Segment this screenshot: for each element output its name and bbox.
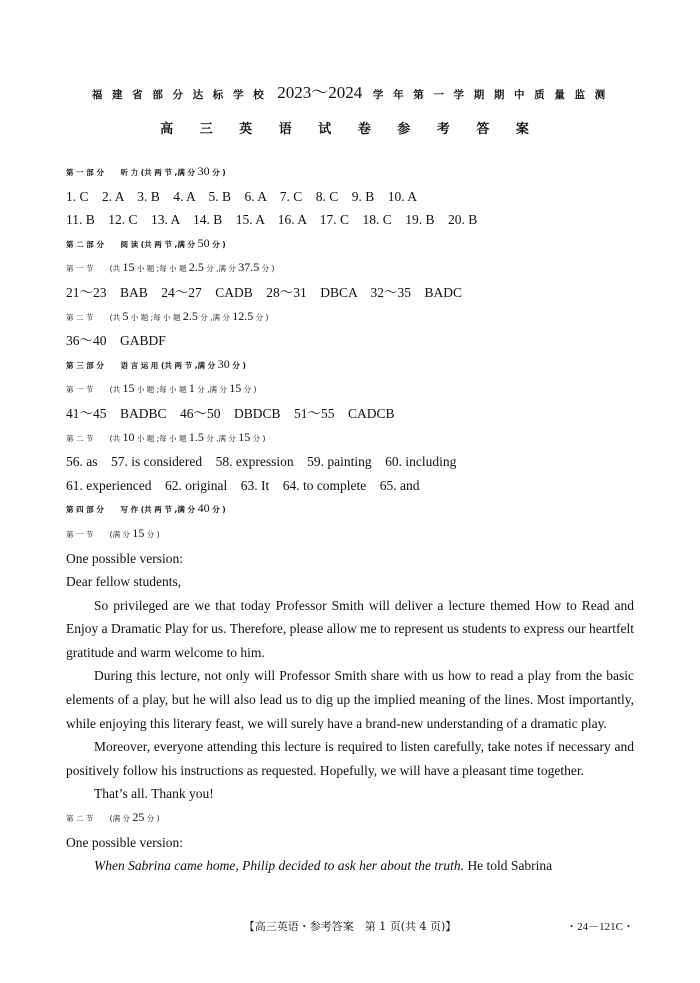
part3-sec2-heading [66,426,634,451]
part4-sec2-total: 25 [132,810,145,825]
part3-name: 语 言 运 用 [120,360,159,370]
part2-sec1-c: 分 ,满 分 [206,264,239,274]
part4-label: 第 四 部 分 [66,505,104,515]
part4-sec1-total: 15 [132,525,145,540]
letter-closing: That’s all. Thank you! [94,786,214,802]
page-title: 高 三 英 语 试 卷 参 考 答 案 [160,122,540,137]
part2-sec2-answers: 36～40 GABDF [66,333,166,349]
part4-sec1-heading [66,522,634,547]
part2-sec1-each: 2.5 [188,260,204,275]
part2-sec2-label: 第 二 节 [66,312,94,322]
part3-sec2-answers-row2: 61. experienced 62. original 63. It 64. to complete 65. and [66,477,420,493]
part4-sec2-a: (满 分 [109,814,133,824]
part1-answers-row1: 1. C 2. A 3. B 4. A 5. B 6. A 7. C 8. C 9. B 10. A [66,188,418,204]
story-rest: He told Sabrina [464,858,553,874]
part4-sec1-d: 分 ) [146,529,160,539]
part3-sec1-b: 小 题 ;每 小 题 [136,385,189,395]
part3-sec2-label: 第 二 节 [66,433,94,443]
part3-sec2-c: 分 ,满 分 [206,433,239,443]
part3-sec1-heading [66,377,634,402]
part2-sec1-answers: 21～23 BAB 24～27 CADB 28～31 DBCA 32～35 BADC [66,284,463,300]
part4-sec1-a: (满 分 [109,529,133,539]
part3-sec1-total: 15 [229,381,242,396]
part2-sec1-b: 小 题 ;每 小 题 [136,264,189,274]
part3-sec2-d: 分 ) [252,433,266,443]
part2-label: 第 二 部 分 [66,239,104,249]
letter-paragraph-1: So privileged are we that today Professor Smith will deliver a lecture themed How to Read and Enjoy a Dramatic Play for us. Therefore, please allow me to represent us students to express our heartfelt gratitude and warm welcome to him. [66,597,634,660]
part4-sec2-d: 分 ) [146,814,160,824]
part2-sec2-total: 12.5 [232,308,254,323]
part4-name: 写 作 [120,505,139,515]
part3-sec1-answers: 41～45 BADBC 46～50 DBDCB 51～55 CADCB [66,405,395,421]
part4-heading [66,497,634,522]
part3-label: 第 三 部 分 [66,360,104,370]
part2-sec2-a: (共 [109,312,123,322]
part3-sec1-count: 15 [122,381,135,396]
answer-content [66,160,634,878]
part3-score: 30 [217,356,230,371]
letter-paragraph-3: Moreover, everyone attending this lecture is required to listen carefully, take notes if necessary and positively follow his instructions as requested. Hopefully, we will have a pleasant time together. [66,739,634,778]
story-italic-start: When Sabrina came home, Philip decided to ask her about the truth. [94,858,465,874]
part3-sec2-a: (共 [109,433,123,443]
letter-paragraph-2: During this lecture, not only will Professor Smith share with us how to read a play from the basic elements of a play, but he will also lead us to dig up the implied meaning of the lines. Most importantly, while enjoying this literary feast, we will surely have a brand-new understanding of a dramatic play. [66,668,634,731]
part2-sec1-d: 分 ) [261,264,275,274]
page-footer [66,918,634,938]
story-paragraph [66,854,634,878]
part2-sec2-each: 2.5 [182,308,198,323]
part2-sec2-d: 分 ) [255,312,269,322]
exam-header [0,78,700,103]
part2-sec1-count: 15 [122,260,135,275]
footer-page-info: 【高三英语・参考答案 第 1 页(共 4 页)】 [243,920,457,933]
part4-sec2-heading [66,806,634,831]
part4-note-open: (共 两 节 ,满 分 [140,505,198,515]
header-suffix: 学 年 第 一 学 期 期 中 质 量 监 测 [372,89,609,101]
part4-score: 40 [197,501,210,516]
part2-sec2-heading [66,305,634,330]
part2-sec1-a: (共 [109,264,123,274]
part1-score: 30 [197,164,210,178]
part1-answers-row2: 11. B 12. C 13. A 14. B 15. A 16. A 17. C 18. C 19. B 20. B [66,212,478,228]
part3-sec2-count: 10 [122,429,135,444]
part1-name: 听 力 [120,168,139,177]
part2-name: 阅 读 [120,239,139,249]
header-prefix: 福 建 省 部 分 达 标 学 校 [91,89,267,101]
header-years: 2023～2024 [277,83,363,102]
footer-code: ・24－121C・ [566,921,634,933]
part2-note-open: (共 两 节 ,满 分 [140,239,198,249]
part4-sec2-label: 第 二 节 [66,814,94,824]
part1-note-close: 分 ) [212,168,226,177]
part3-note-open: (共 两 节 ,满 分 [160,360,218,370]
part2-note-close: 分 ) [212,239,226,249]
version2-label: One possible version: [66,834,183,850]
part2-sec2-b: 小 题 ;每 小 题 [130,312,183,322]
letter-greeting: Dear fellow students, [66,574,182,590]
part3-note-close: 分 ) [232,360,246,370]
version1-label: One possible version: [66,550,183,566]
part3-sec2-each: 1.5 [188,429,204,444]
part3-sec1-each: 1 [188,381,195,396]
part1-heading [66,160,634,185]
part3-sec2-answers-row1: 56. as 57. is considered 58. expression 59. painting 60. including [66,454,457,470]
part3-sec1-a: (共 [109,385,123,395]
part4-note-close: 分 ) [212,505,226,515]
part3-sec1-d: 分 ) [243,385,257,395]
part2-sec1-label: 第 一 节 [66,264,94,274]
part3-sec1-c: 分 ,满 分 [197,385,230,395]
part3-heading [66,353,634,378]
part2-score: 50 [197,235,210,250]
part1-note-open: (共 两 节 ,满 分 [140,168,198,177]
part3-sec1-label: 第 一 节 [66,385,94,395]
part3-sec2-total: 15 [238,429,251,444]
part2-sec2-c: 分 ,满 分 [200,312,233,322]
part2-sec1-total: 37.5 [238,260,260,275]
part2-heading [66,232,634,257]
part4-sec1-label: 第 一 节 [66,529,94,539]
part3-sec2-b: 小 题 ;每 小 题 [136,433,189,443]
part2-sec2-count: 5 [122,308,129,323]
part1-label: 第 一 部 分 [66,168,104,177]
part2-sec1-heading [66,256,634,281]
